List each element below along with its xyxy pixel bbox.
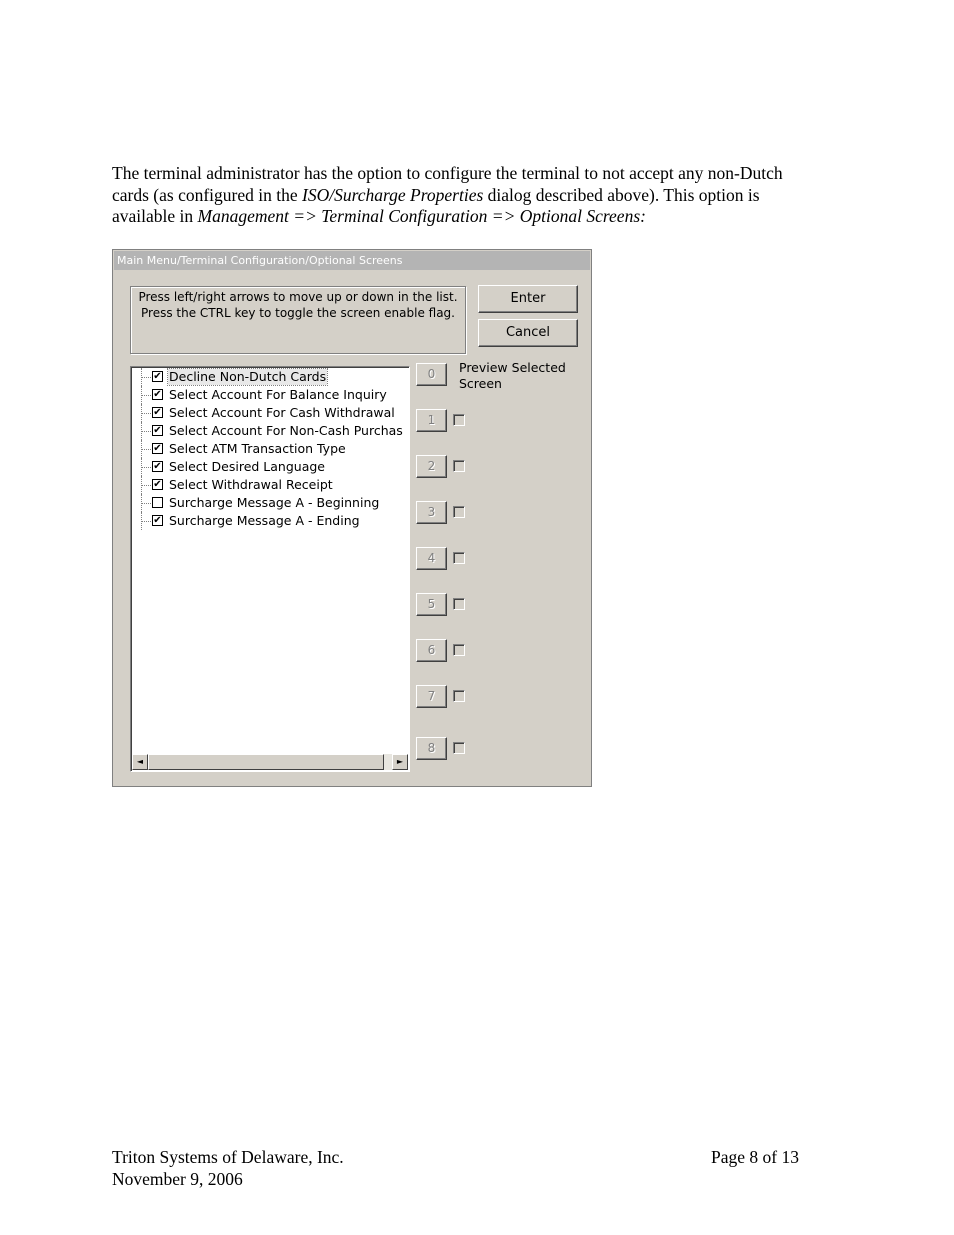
unchecked-checkbox-icon[interactable] (152, 497, 163, 508)
screen-4-checkbox[interactable] (453, 552, 465, 564)
checked-checkbox-icon[interactable]: ✔ (153, 425, 162, 436)
screen-2-button[interactable]: 2 (416, 455, 447, 478)
tree-connector (141, 395, 151, 396)
tree-connector (141, 431, 151, 432)
scroll-left-arrow-icon[interactable]: ◄ (132, 754, 148, 770)
intro-text: available in (112, 206, 198, 227)
scroll-thumb[interactable] (148, 754, 384, 770)
screen-4-button[interactable]: 4 (416, 547, 447, 570)
preview-selected-screen-label: Preview Selected Screen (459, 360, 566, 391)
footer-page-number: Page 8 of 13 (711, 1147, 799, 1167)
footer-company: Triton Systems of Delaware, Inc. (112, 1147, 344, 1167)
tree-item-label: Select Desired Language (169, 459, 325, 474)
optional-screens-tree[interactable] (130, 366, 410, 772)
intro-text: cards (as configured in the (112, 184, 302, 205)
tree-connector (141, 503, 151, 504)
optional-screens-dialog (112, 249, 592, 787)
tree-item-label: Select Withdrawal Receipt (169, 477, 333, 492)
tree-connector (141, 467, 151, 468)
screen-6-button[interactable]: 6 (416, 639, 447, 662)
tree-item-label: Decline Non-Dutch Cards (169, 369, 327, 384)
screen-5-button[interactable]: 5 (416, 593, 447, 616)
tree-connector (141, 449, 151, 450)
tree-item[interactable] (131, 422, 410, 440)
tree-connector (141, 485, 151, 486)
tree-connector (141, 377, 151, 378)
dialog-title: Main Menu/Terminal Configuration/Optional Screens (114, 251, 590, 270)
tree-connector (141, 521, 151, 522)
checked-checkbox-icon[interactable]: ✔ (153, 461, 162, 472)
checked-checkbox-icon[interactable]: ✔ (153, 443, 162, 454)
tree-item-label: Surcharge Message A - Beginning (169, 495, 380, 510)
screen-8-checkbox[interactable] (453, 742, 465, 754)
screen-1-button[interactable]: 1 (416, 409, 447, 432)
checked-checkbox-icon[interactable]: ✔ (153, 407, 162, 418)
tree-item[interactable] (131, 440, 410, 458)
screen-6-checkbox[interactable] (453, 644, 465, 656)
intro-line-2 (112, 185, 842, 207)
tree-list (131, 368, 410, 530)
checked-checkbox-icon[interactable]: ✔ (153, 389, 162, 400)
scroll-right-arrow-icon[interactable]: ► (392, 754, 408, 770)
tree-item-label: Surcharge Message A - Ending (169, 513, 360, 528)
tree-item-label: Select Account For Cash Withdrawal (169, 405, 395, 420)
screen-8-button[interactable]: 8 (416, 737, 447, 760)
tree-item[interactable] (131, 404, 410, 422)
horizontal-scrollbar[interactable] (132, 754, 408, 770)
tree-item[interactable] (131, 512, 410, 530)
tree-item[interactable] (131, 458, 410, 476)
screen-3-button[interactable]: 3 (416, 501, 447, 524)
tree-item[interactable] (131, 494, 410, 512)
screen-2-checkbox[interactable] (453, 460, 465, 472)
screen-1-checkbox[interactable] (453, 414, 465, 426)
checked-checkbox-icon[interactable]: ✔ (153, 515, 162, 526)
intro-emphasis: Management => Terminal Configuration => Optional Screens: (197, 206, 646, 227)
intro-line-3 (112, 206, 842, 228)
tree-item-label: Select Account For Non-Cash Purchas (169, 423, 403, 438)
help-text: Press left/right arrows to move up or down in the list. Press the CTRL key to toggle the screen enable flag. (130, 286, 466, 354)
tree-item-label: Select Account For Balance Inquiry (169, 387, 387, 402)
intro-line-1: The terminal administrator has the option to configure the terminal to not accept any non-Dutch (112, 163, 783, 183)
tree-item[interactable] (131, 476, 410, 494)
checked-checkbox-icon[interactable]: ✔ (153, 479, 162, 490)
tree-connector (141, 413, 151, 414)
intro-paragraph (112, 163, 842, 228)
intro-emphasis: ISO/Surcharge Properties (302, 184, 484, 205)
enter-button[interactable]: Enter (478, 285, 578, 313)
checked-checkbox-icon[interactable]: ✔ (153, 371, 162, 382)
cancel-button[interactable]: Cancel (478, 319, 578, 347)
screen-5-checkbox[interactable] (453, 598, 465, 610)
screen-7-checkbox[interactable] (453, 690, 465, 702)
tree-item[interactable] (131, 386, 410, 404)
screen-7-button[interactable]: 7 (416, 685, 447, 708)
tree-item[interactable] (131, 368, 410, 386)
footer-date: November 9, 2006 (112, 1169, 243, 1189)
screen-3-checkbox[interactable] (453, 506, 465, 518)
intro-text: dialog described above). This option is (483, 184, 760, 205)
tree-item-label: Select ATM Transaction Type (169, 441, 346, 456)
screen-0-button[interactable]: 0 (416, 363, 447, 386)
